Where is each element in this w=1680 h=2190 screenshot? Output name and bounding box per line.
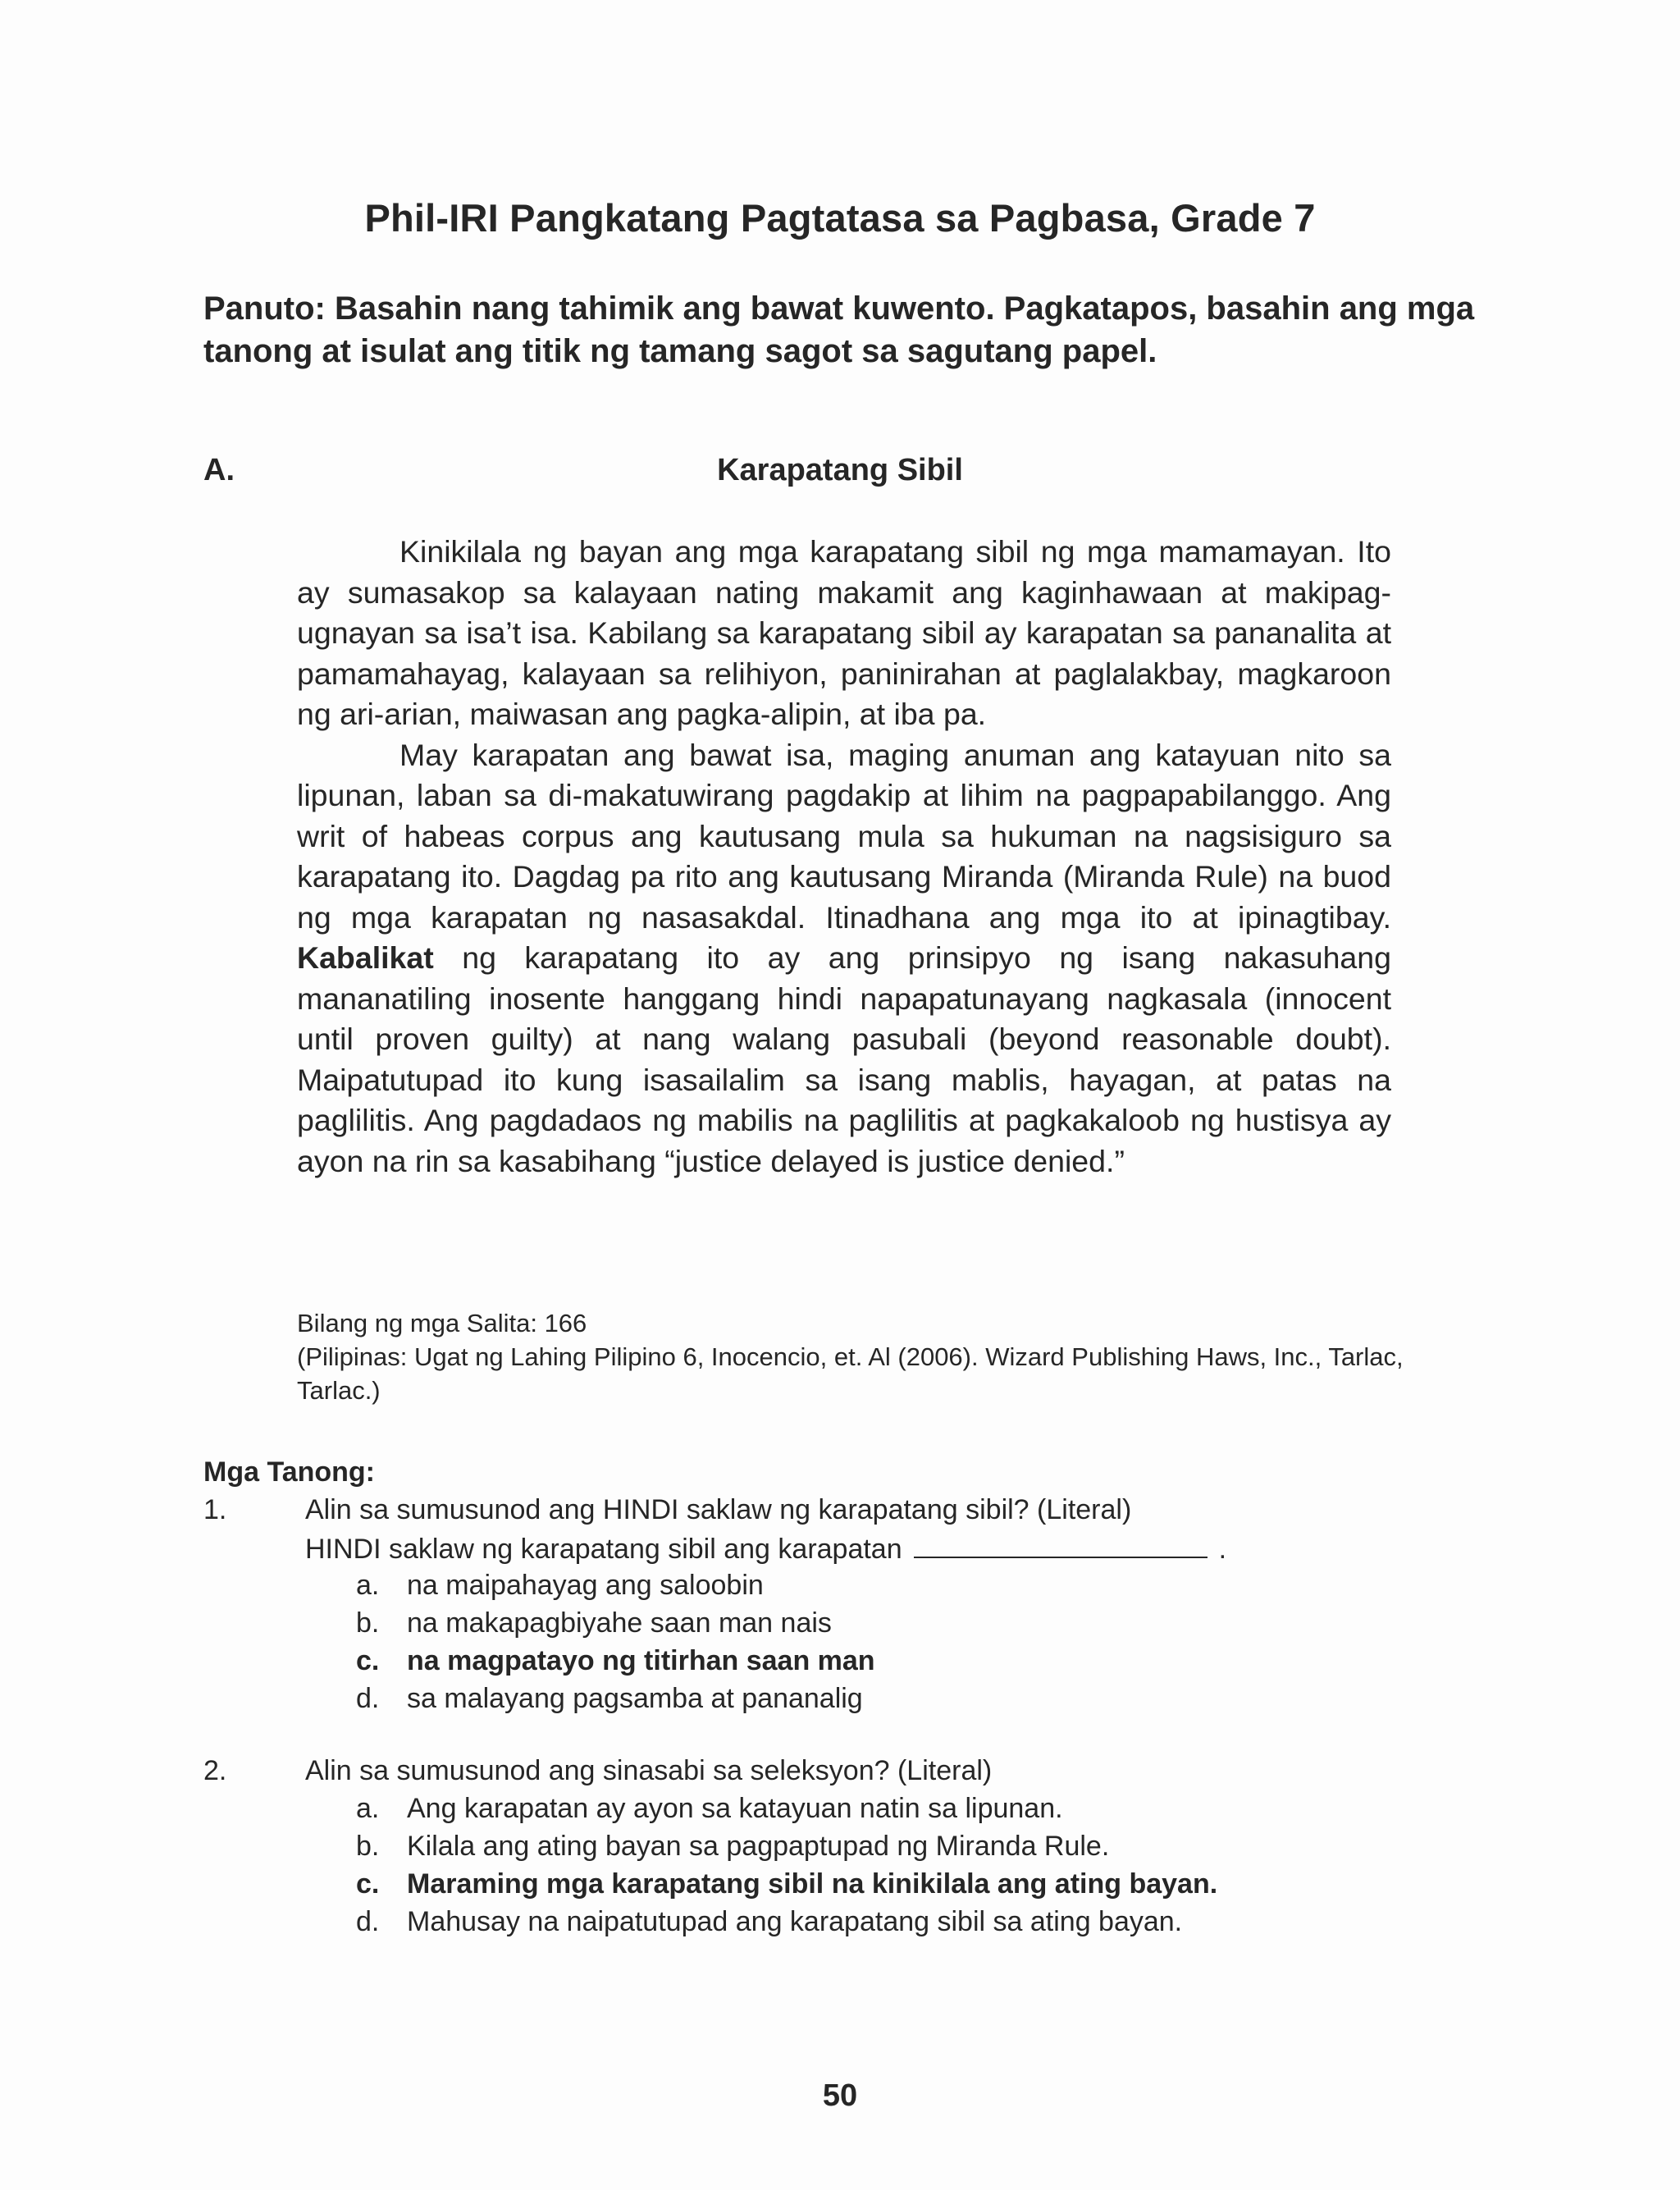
choice-letter: c.: [356, 1868, 380, 1900]
story-paragraph-2: [297, 735, 1391, 1182]
question-stem-end: .: [1218, 1534, 1227, 1565]
choice-letter: a.: [356, 1793, 380, 1824]
word-count: Bilang ng mga Salita: 166: [297, 1309, 587, 1337]
question-text: Alin sa sumusunod ang HINDI saklaw ng karapatang sibil? (Literal): [305, 1494, 1132, 1525]
questions-heading: Mga Tanong:: [203, 1456, 375, 1488]
choice-letter: a.: [356, 1570, 380, 1601]
choice-letter: d.: [356, 1906, 380, 1937]
page-number: 50: [822, 2078, 858, 2113]
choice-letter: c.: [356, 1645, 380, 1676]
question-stem: [305, 1532, 1226, 1566]
story-meta: [297, 1306, 1429, 1407]
story-paragraph-2-part-2: ng karapatang ito ay ang prinsipyo ng isang nakasuhang mananatiling inosente hanggang hindi napapatunayang nagkasala (innocent until proven guilty) at nang walang pasubali (beyond reasonable doubt). Maipatutupad ito kung isasailalim sa isang mablis, hayagan, at patas na paglilitis. Ang pagdadaos ng mabilis na paglilitis at pagkakaloob ng hustisya ay ayon na rin sa kasabihang “justice delayed is justice denied.”: [297, 940, 1391, 1178]
choice-text: Ang karapatan ay ayon sa katayuan natin sa lipunan.: [407, 1793, 1063, 1824]
question-number: 1.: [203, 1494, 227, 1525]
choice-text: Kilala ang ating bayan sa pagpaptupad ng Miranda Rule.: [407, 1831, 1110, 1862]
choice-text: na makapagbiyahe saan man nais: [407, 1607, 832, 1639]
section-letter: A.: [203, 453, 235, 487]
instructions: Panuto: Basahin nang tahimik ang bawat kuwento. Pagkatapos, basahin ang mga tanong at isulat ang titik ng tamang sagot sa sagutang papel.: [203, 290, 1475, 369]
story-paragraph-2-part-1: May karapatan ang bawat isa, maging anuman ang katayuan nito sa lipunan, laban sa di-makatuwirang pagdakip at lihim na pagpapabilanggo. Ang writ of habeas corpus ang kautusang mula sa hukuman na nagsisiguro sa karapatang ito. Dagdag pa rito ang kautusang Miranda (Miranda Rule) na buod ng mga karapatan ng nasasakdal. Itinadhana ang mga ito at ipinagtibay.: [297, 737, 1391, 935]
question-number: 2.: [203, 1755, 227, 1786]
choice-text: na magpatayo ng titirhan saan man: [407, 1645, 875, 1676]
story-title: Karapatang Sibil: [717, 453, 963, 487]
question-text: Alin sa sumusunod ang sinasabi sa seleksyon? (Literal): [305, 1755, 993, 1786]
choice-text: Mahusay na naipatutupad ang karapatang sibil sa ating bayan.: [407, 1906, 1183, 1937]
choice-letter: d.: [356, 1683, 380, 1714]
story-key-word: Kabalikat: [297, 940, 434, 975]
source-citation: (Pilipinas: Ugat ng Lahing Pilipino 6, Inocencio, et. Al (2006). Wizard Publishing Haws, Inc., Tarlac, Tarlac.): [297, 1342, 1404, 1405]
story-paragraph-1: Kinikilala ng bayan ang mga karapatang sibil ng mga mamamayan. Ito ay sumasakop sa kalayaan nating makamit ang kaginhawaan at makipag-ugnayan sa isa’t isa. Kabilang sa karapatang sibil ay karapatan sa pananalita at pamamahayag, kalayaan sa relihiyon, paninirahan at paglalakbay, magkaroon ng ari-arian, maiwasan ang pagka-alipin, at iba pa.: [297, 534, 1391, 731]
choice-text: na maipahayag ang saloobin: [407, 1570, 764, 1601]
choice-text: Maraming mga karapatang sibil na kinikilala ang ating bayan.: [407, 1868, 1218, 1900]
choice-letter: b.: [356, 1831, 380, 1862]
choice-text: sa malayang pagsamba at pananalig: [407, 1683, 863, 1714]
story-body: [297, 532, 1391, 1182]
question-stem-text: HINDI saklaw ng karapatang sibil ang karapatan: [305, 1534, 902, 1565]
choice-letter: b.: [356, 1607, 380, 1639]
page-title: Phil-IRI Pangkatang Pagtatasa sa Pagbasa, Grade 7: [364, 196, 1316, 240]
answer-blank: [914, 1532, 1208, 1558]
